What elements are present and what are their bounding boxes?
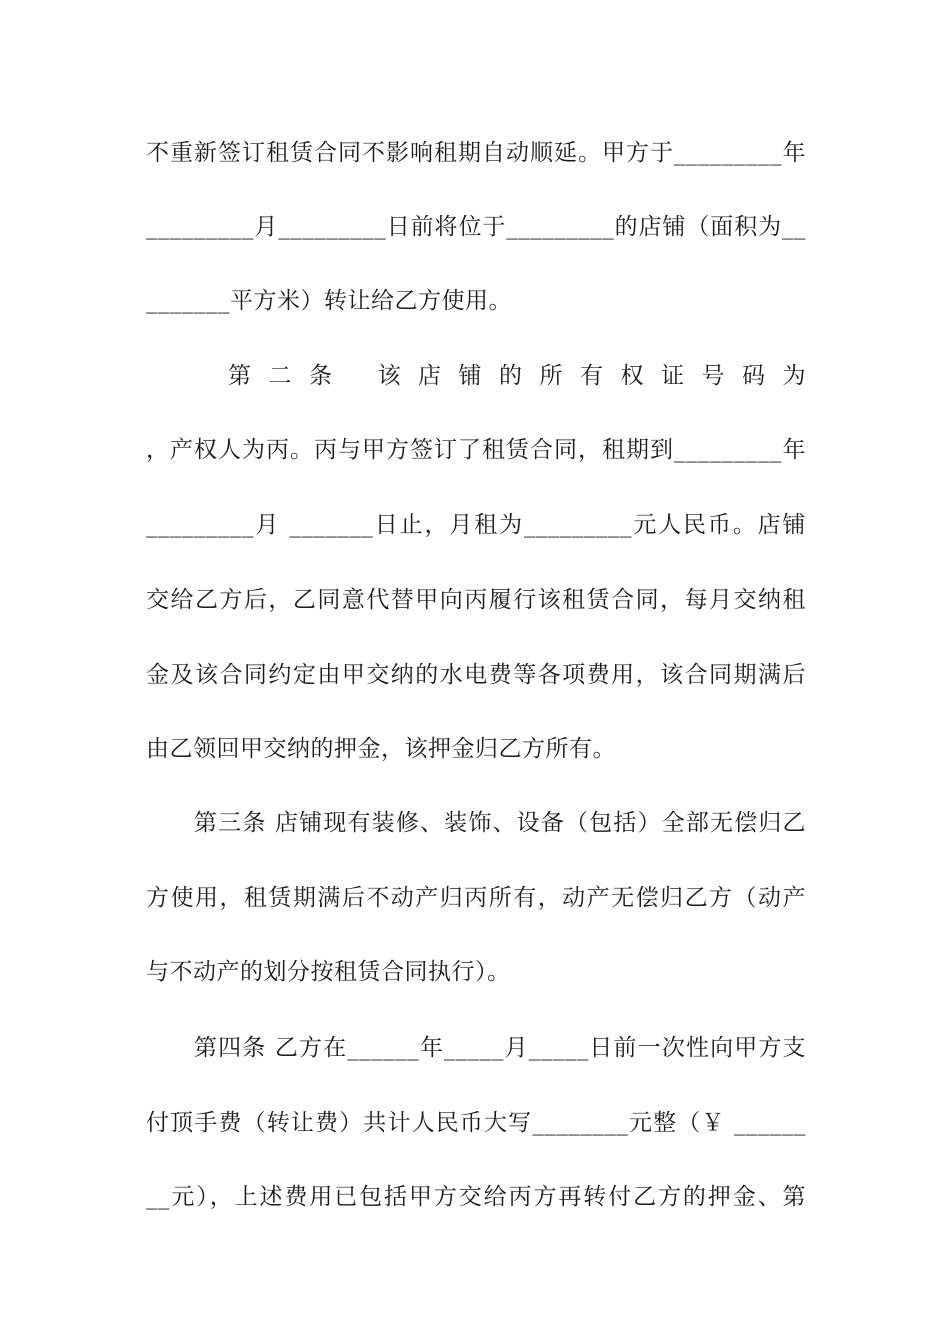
- article-4-line-2: 付顶手费（转让费）共计人民币大写________元整（￥ ______: [146, 1110, 806, 1136]
- article-3-line-1: 第三条 店铺现有装修、装饰、设备（包括）全部无偿归乙: [194, 810, 806, 836]
- article-4-line-3: __元），上述费用已包括甲方交给丙方再转付乙方的押金、第: [146, 1184, 806, 1210]
- article-2-line-4: 交给乙方后，乙同意代替甲向丙履行该租赁合同，每月交纳租: [146, 587, 806, 613]
- article-4-line-1: 第四条 乙方在______年_____月_____日前一次性向甲方支: [194, 1035, 806, 1061]
- article-2-line-5: 金及该合同约定由甲交纳的水电费等各项费用，该合同期满后: [146, 662, 806, 688]
- paragraph-line-3: _______平方米）转让给乙方使用。: [146, 288, 512, 314]
- article-2-heading-line: 第 二 条 该 店 铺 的 所 有 权 证 号 码 为: [228, 363, 806, 389]
- article-2-line-3: _________月 _______日止，月租为_________元人民币。店铺: [146, 512, 806, 538]
- article-2-line-2: ，产权人为丙。丙与甲方签订了租赁合同，租期到_________年: [146, 437, 806, 463]
- article-3-line-2: 方使用，租赁期满后不动产归丙所有，动产无偿归乙方（动产: [146, 885, 806, 911]
- paragraph-line-1: 不重新签订租赁合同不影响租期自动顺延。甲方于_________年: [146, 140, 806, 166]
- paragraph-line-2: _________月_________日前将位于_________的店铺（面积为__: [146, 214, 806, 240]
- article-3-line-3: 与不动产的划分按租赁合同执行）。: [146, 959, 511, 985]
- article-2-line-6: 由乙领回甲交纳的押金，该押金归乙方所有。: [146, 736, 616, 762]
